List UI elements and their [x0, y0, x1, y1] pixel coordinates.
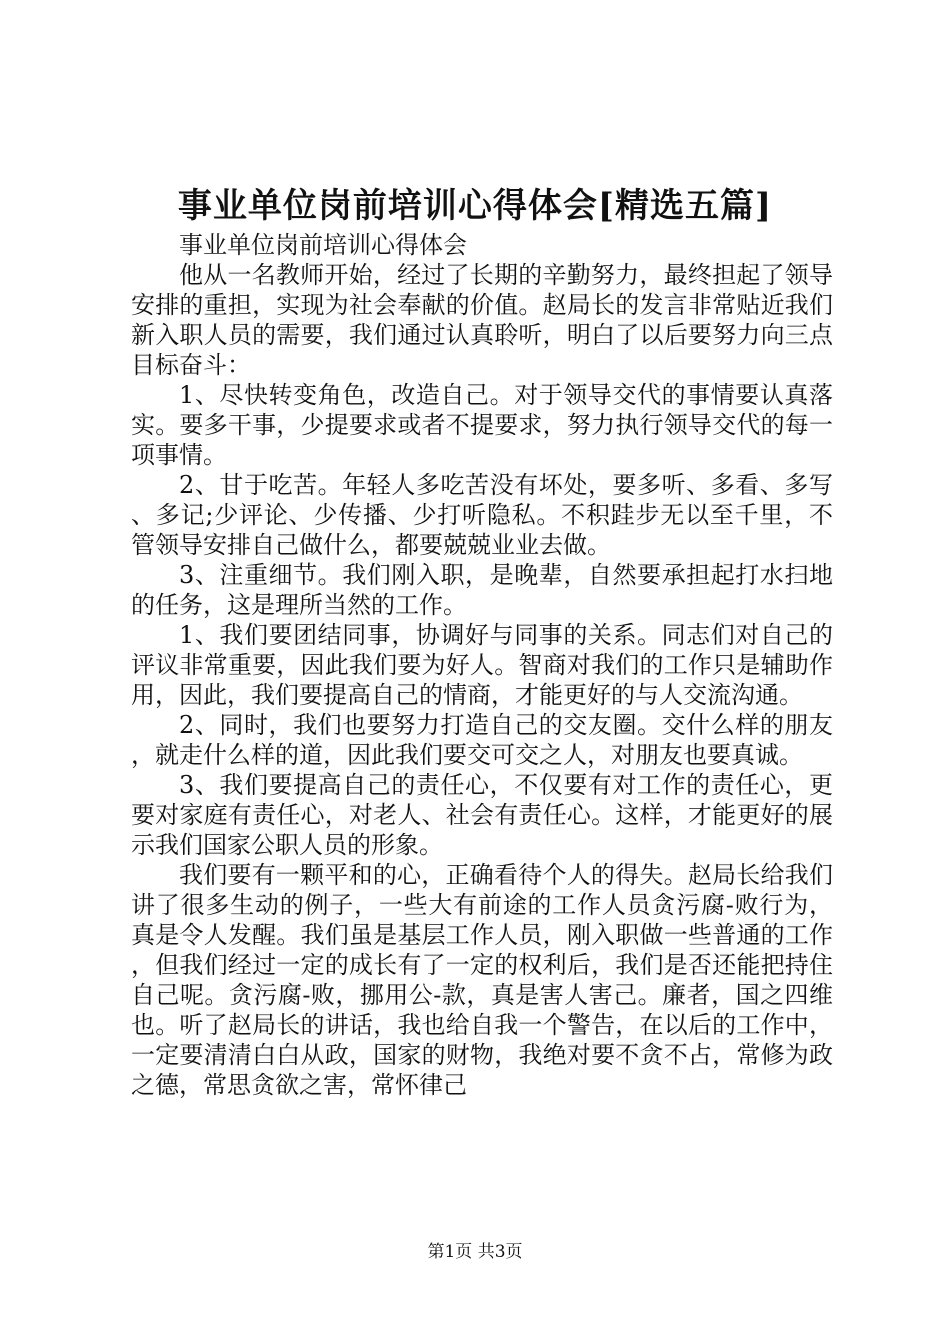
body-paragraph: 2、甘于吃苦。年轻人多吃苦没有坏处，要多听、多看、多写、多记;少评论、少传播、少打听隐私。不积跬步无以至千里，不管领导安排自己做什么，都要兢兢业业去做。 [131, 471, 833, 559]
body-paragraph: 1、尽快转变角色，改造自己。对于领导交代的事情要认真落实。要多干事，少提要求或者不提要求，努力执行领导交代的每一项事情。 [131, 381, 833, 469]
body-paragraph: 3、我们要提高自己的责任心，不仅要有对工作的责任心，更要对家庭有责任心，对老人、社会有责任心。这样，才能更好的展示我们国家公职人员的形象。 [131, 771, 833, 859]
page-footer: 第1页 共3页 [427, 1242, 523, 1262]
document-body [131, 230, 833, 1100]
body-paragraph: 他从一名教师开始，经过了长期的辛勤努力，最终担起了领导安排的重担，实现为社会奉献的价值。赵局长的发言非常贴近我们新入职人员的需要，我们通过认真聆听，明白了以后要努力向三点目标奋斗： [131, 261, 833, 379]
document-title: 事业单位岗前培训心得体会[精选五篇] [177, 186, 773, 226]
subtitle-paragraph: 事业单位岗前培训心得体会 [179, 231, 467, 259]
body-paragraph: 3、注重细节。我们刚入职，是晚辈，自然要承担起打水扫地的任务，这是理所当然的工作。 [131, 561, 833, 619]
body-paragraph: 1、我们要团结同事，协调好与同事的关系。同志们对自己的评议非常重要，因此我们要为好人。智商对我们的工作只是辅助作用，因此，我们要提高自己的情商，才能更好的与人交流沟通。 [131, 621, 833, 709]
body-paragraph: 2、同时，我们也要努力打造自己的交友圈。交什么样的朋友，就走什么样的道，因此我们要交可交之人，对朋友也要真诚。 [131, 711, 833, 769]
body-paragraph: 我们要有一颗平和的心，正确看待个人的得失。赵局长给我们讲了很多生动的例子，一些大有前途的工作人员贪污腐-败行为，真是令人发醒。我们虽是基层工作人员，刚入职做一些普通的工作，但我们经过一定的成长有了一定的权利后，我们是否还能把持住自己呢。贪污腐-败，挪用公-款，真是害人害己。廉者，国之四维也。听了赵局长的讲话，我也给自我一个警告，在以后的工作中，一定要清清白白从政，国家的财物，我绝对要不贪不占，常修为政之德，常思贪欲之害，常怀律己 [131, 861, 833, 1099]
